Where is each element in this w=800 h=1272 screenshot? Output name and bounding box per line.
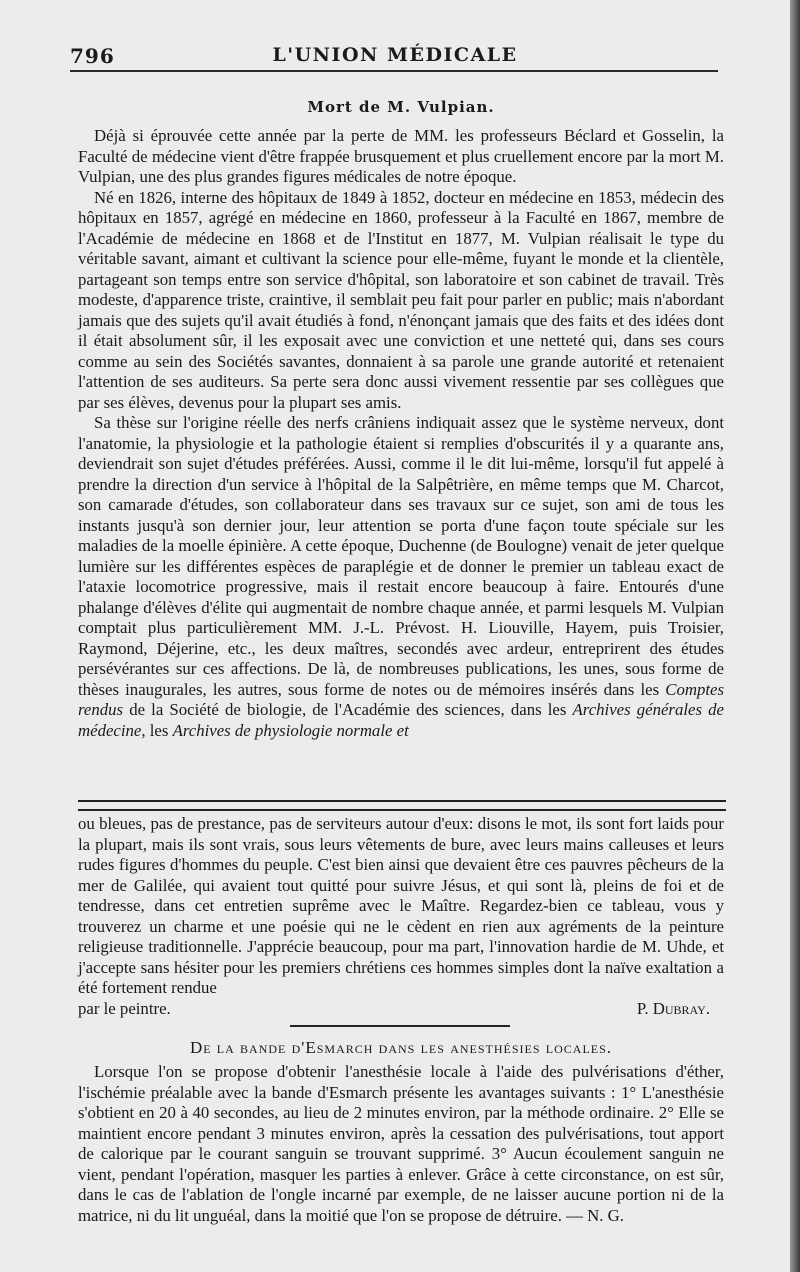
- header-rule: [70, 70, 718, 72]
- page-edge-shadow: [790, 0, 800, 1272]
- paragraph: Né en 1826, interne des hôpitaux de 1849 à 1852, docteur en médecine en 1853, médecin des hôpitaux en 1857, agrégé en médecine en 1860, professeur à la Faculté en 1867, membre de l'Académie de médecine en 1868 et de l'Institut en 1877, M. Vulpian réalisait le type du véritable savant, aimant et cultivant la science pour elle-même, fuyant le monde et la clientèle, partageant son temps entre son service d'hôpital, son laboratoire et son cabinet de travail. Très modeste, d'apparence triste, craintive, il semblait peu fait pour parler en public; mais n'abordant jamais que des sujets qu'il avait étudiés à fond, n'énonçant jamais que des faits et des idées dont il était absolument sûr, il les exposait avec une conviction et une netteté qui, dans ses cours comme au sein des Sociétés savantes, donnaient à sa parole une grande autorité et retenaient l'attention de ses auditeurs. Sa perte sera donc aussi vivement ressentie par ses collègues que par ses élèves, devenus pour la plupart ses amis.: [78, 187, 724, 412]
- journal-title: L'UNION MÉDICALE: [272, 44, 518, 66]
- page-number: 796: [70, 44, 115, 68]
- paragraph-text: Sa thèse sur l'origine réelle des nerfs crâniens indiquait assez que le système nerveux, dont l'anatomie, la physiologie et la pathologie étaient si remplies d'obscurités il y a quarante ans, deviendrait son sujet d'études préférées. Aussi, comme il le dit lui-même, lorsqu'il fut appelé à prendre la direction d'un service à l'hôpital de la Salpêtrière, en même temps que M. Charcot, son camarade d'études, son collaborateur dans ses travaux sur ce sujet, son ami de tous les instants jusqu'à son dernier jour, leur attention se porta d'une façon toute spéciale sur les maladies de la moelle épinière. A cette époque, Duchenne (de Boulogne) venait de jeter quelque lumière sur les différentes espèces de paraplégie et de donner le premier un tableau exact de l'ataxie locomotrice progressive, mais il restait encore beaucoup à faire. Entourés d'une phalange d'élèves d'élite qui augmentait de nombre chaque année, et parmi lesquels M. Vulpian comptait plus particulièrement MM. J.-L. Prévost. H. Liouville, Hayem, puis Troisier, Raymond, Déjerine, etc., les deux maîtres, secondés avec ardeur, entreprirent des études persévérantes sur ces affections. De là, de nombreuses publications, les unes, sous forme de thèses inaugurales, les autres, sous forme de notes ou de mémoires insérés dans les: [78, 413, 724, 699]
- short-divider: [290, 1025, 510, 1027]
- italic-title: Archives de physiologie normale et: [172, 720, 409, 740]
- article-body-esmarch: [78, 1062, 724, 1226]
- running-header: [70, 44, 720, 72]
- italic-title: Comptes rendus: [78, 679, 724, 719]
- paragraph: ou bleues, pas de prestance, pas de serviteurs autour d'eux: disons le mot, ils sont fort laids pour la plupart, mais ils sont vrais, sous leurs vêtements de bure, avec leurs mains calleuses et leurs rudes figures d'hommes du peuple. C'est bien ainsi que devaient être ces pauvres pêcheurs de la mer de Galilée, qui avaient tout quitté pour suivre Jésus, et qui sont là, pleins de foi et de tendresse, dans cet entretien suprême avec le Maître. Regardez-bien ce tableau, vous y trouverez un charme et une poésie qui ne le cèdent en rien aux agréments de la peinture religieuse traditionnelle. J'apprécie beaucoup, pour ma part, l'innovation hardie de M. Uhde, et j'accepte sans hésiter pour les premiers chrétiens ces hommes simples dont la naïve exaltation a été fortement rendue: [78, 814, 724, 997]
- paragraph: Lorsque l'on se propose d'obtenir l'anesthésie locale à l'aide des pulvérisations d'éther, l'ischémie préalable avec la bande d'Esmarch présente les avantages suivants : 1° L'anesthésie s'obtient en 20 à 40 secondes, au lieu de 2 minutes environ, par la méthode ordinaire. 2° Elle se maintient encore pendant 3 minutes environ, après la cessation des pulvérisations, tout apport de calorique par le courant sanguin se trouvant supprimé. 3° Aucun écoulement sanguin ne vient, pendant l'opération, masquer les parties à enlever. Grâce à cette circonstance, on est sûr, dans le cas de l'ablation de l'ongle incarné par exemple, de ne laisser aucune portion ni de la matrice, ni du lit unguéal, dans la moitié que l'on se propose de détruire. — N. G.: [78, 1062, 724, 1225]
- article-title-vulpian: Mort de M. Vulpian.: [307, 98, 495, 116]
- paragraph: Déjà si éprouvée cette année par la perte de MM. les professeurs Béclard et Gosselin, la Faculté de médecine vient d'être frappée brusquement et plus cruellement encore par la mort M. Vulpian, une des plus grandes figures médicales de notre époque.: [78, 126, 724, 186]
- author-signature: P. Dubray.: [636, 998, 710, 1018]
- article-body-uhde: [78, 814, 724, 1019]
- paragraph: [78, 413, 724, 741]
- article-title-esmarch: De la bande d'Esmarch dans les anesthésies locales.: [189, 1038, 613, 1057]
- paragraph-text: par le peintre.: [78, 998, 171, 1018]
- italic-title: Archives générales de médecine,: [78, 700, 724, 740]
- paragraph-text: de la Société de biologie, de l'Académie des sciences, dans les: [129, 700, 567, 719]
- article-body-vulpian: [78, 126, 724, 741]
- signature-line: [78, 999, 724, 1020]
- paragraph-text: les: [149, 720, 169, 740]
- section-divider: [78, 800, 726, 811]
